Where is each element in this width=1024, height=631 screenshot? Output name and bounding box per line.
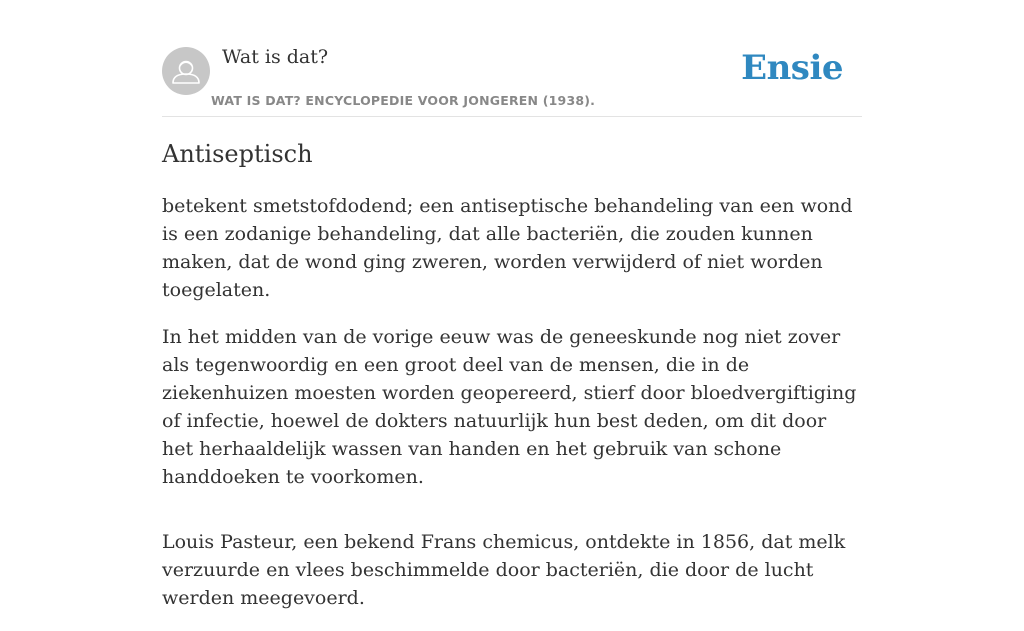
- source-subtitle: WAT IS DAT? ENCYCLOPEDIE VOOR JONGEREN (1938).: [211, 93, 596, 108]
- article-paragraph: Louis Pasteur, een bekend Frans chemicus, ontdekte in 1856, dat melk verzuurde en vlees beschimmelde door bacteriën, die door de lucht werden meegevoerd.: [162, 531, 846, 609]
- source-header: [162, 40, 862, 117]
- article-paragraph: betekent smetstofdodend; een antiseptische behandeling van een wond is een zodanige behandeling, dat alle bacteriën, die zouden kunnen maken, dat de wond ging zweren, worden verwijderd of niet worden toegelaten.: [162, 195, 853, 301]
- avatar[interactable]: [162, 47, 210, 95]
- user-icon: [162, 47, 210, 95]
- article-paragraph: In het midden van de vorige eeuw was de geneeskunde nog niet zover als tegenwoordig en een groot deel van de mensen, die in de ziekenhuizen moesten worden geopereerd, stierf door bloedvergiftiging of infectie, hoewel de dokters natuurlijk hun best deden, om dit door het herhaaldelijk wassen van handen en het gebruik van schone handdoeken te voorkomen.: [162, 326, 857, 488]
- brand-logo[interactable]: Ensie: [741, 48, 843, 88]
- article-title: Antiseptisch: [162, 140, 313, 168]
- article: [162, 138, 862, 631]
- source-title[interactable]: Wat is dat?: [222, 46, 329, 68]
